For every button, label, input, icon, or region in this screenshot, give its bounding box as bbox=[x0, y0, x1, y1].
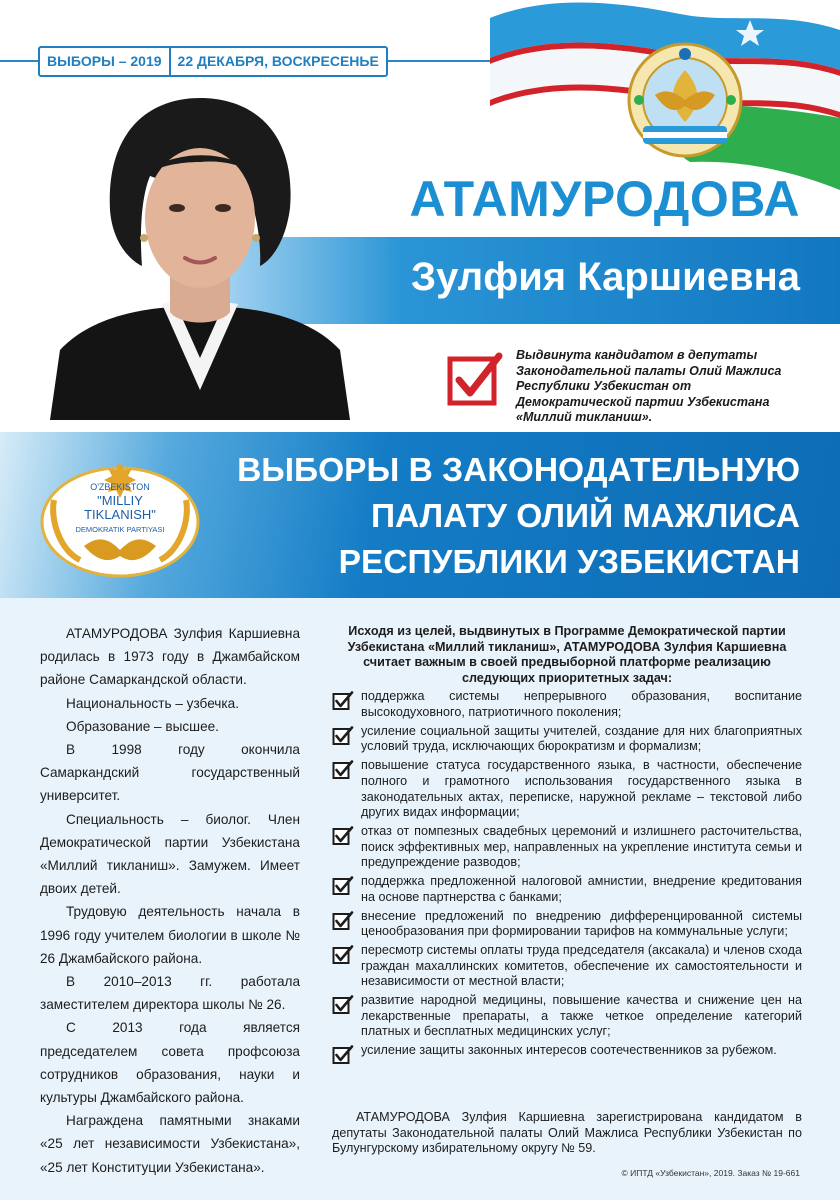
nomination-text: Выдвинута кандидатом в депутаты Законодательной палаты Олий Мажлиса Республики Узбекистан от Демократической партии Узбекистана «Миллий тикланиш». bbox=[516, 348, 782, 424]
task-text: усиление защиты законных интересов соотечественников за рубежом. bbox=[361, 1043, 777, 1058]
party-logo-line2: "MILLIY bbox=[97, 493, 143, 508]
task-text: поддержка системы непрерывного образования, воспитание высокодуховного, патриотичного поколения; bbox=[361, 689, 802, 720]
banner-line-1: ВЫБОРЫ В ЗАКОНОДАТЕЛЬНУЮ bbox=[237, 452, 800, 489]
candidate-surname: АТАМУРОДОВА bbox=[409, 171, 800, 227]
banner-line-3: РЕСПУБЛИКИ УЗБЕКИСТАН bbox=[338, 544, 800, 581]
bio-paragraph: С 2013 года является председателем совета профсоюза сотрудников образования, науки и культуры Джамбайского района. bbox=[40, 1020, 300, 1106]
party-logo-line4: DEMOKRATIK PARTIYASI bbox=[75, 525, 165, 534]
checkbox-check-icon bbox=[332, 910, 354, 931]
biography bbox=[40, 622, 300, 1179]
platform bbox=[332, 624, 802, 1065]
checkbox-check-icon bbox=[332, 825, 354, 846]
task-text: усиление социальной защиты учителей, создание для них благоприятных условий труда, исключающих бюрократизм и формализм; bbox=[361, 723, 802, 754]
task-item bbox=[332, 943, 802, 990]
task-list bbox=[332, 689, 802, 1065]
task-text: поддержка предложенной налоговой амнистии, внедрение кредитования на основе партнерства с банками; bbox=[361, 874, 802, 904]
checkbox-check-icon bbox=[332, 759, 354, 780]
task-text: пересмотр системы оплаты труда председателя (аксакала) и членов схода граждан махаллинских комитетов, обеспечение их самостоятельности и независимости от местной власти; bbox=[361, 942, 802, 989]
checkbox-check-icon bbox=[332, 994, 354, 1015]
checkbox-check-icon bbox=[332, 1044, 354, 1065]
party-logo-icon bbox=[40, 460, 200, 578]
checkbox-check-icon bbox=[332, 690, 354, 711]
bio-paragraph: Образование – высшее. bbox=[66, 718, 219, 734]
checkbox-check-icon bbox=[447, 350, 503, 406]
bio-paragraph: Трудовую деятельность начала в 1996 году учителем биологии в школе № 26 Джамбайского района. bbox=[40, 904, 300, 966]
task-item bbox=[332, 993, 802, 1040]
task-item bbox=[332, 724, 802, 755]
task-item bbox=[332, 689, 802, 720]
task-item bbox=[332, 909, 802, 940]
task-item bbox=[332, 758, 802, 821]
candidate-portrait bbox=[50, 90, 350, 420]
platform-intro: Исходя из целей, выдвинутых в Программе Демократической партии Узбекистана «Миллий тикланиш», АТАМУРОДОВА Зулфия Каршиевна считает важным в своей предвыборной платформе реализацию следующих приоритетных задач: bbox=[347, 624, 787, 685]
checkbox-check-icon bbox=[332, 944, 354, 965]
candidate-given-name: Зулфия Каршиевна bbox=[411, 255, 800, 299]
bio-paragraph: В 2010–2013 гг. работала заместителем директора школы № 26. bbox=[40, 974, 300, 1013]
task-text: развитие народной медицины, повышение качества и снижение цен на лекарственные препараты, а также четкое определение категорий платных и бесплатных медицинских услуг; bbox=[361, 993, 802, 1039]
imprint: © ИПТД «Узбекистан», 2019. Заказ № 19-661 bbox=[621, 1168, 800, 1178]
bio-paragraph: АТАМУРОДОВА Зулфия Каршиевна родилась в 1973 году в Джамбайском районе Самаркандской области. bbox=[40, 626, 300, 688]
task-item bbox=[332, 824, 802, 871]
bio-paragraph: В 1998 году окончила Самаркандский государственный университет. bbox=[40, 742, 300, 804]
task-item bbox=[332, 1043, 802, 1065]
party-logo-line3: TIKLANISH" bbox=[84, 507, 156, 522]
task-item bbox=[332, 874, 802, 905]
party-logo-line1: O'ZBEKISTON bbox=[90, 482, 150, 492]
task-text: внесение предложений по внедрению дифференцированной системы ценообразования при формировании тарифов на коммунальные услуги; bbox=[361, 908, 802, 939]
task-text: отказ от помпезных свадебных церемоний и излишнего расточительства, поиск эффективных мер, направленных на укрепление института семьи и предупреждение разводов; bbox=[361, 824, 802, 870]
banner-title bbox=[180, 448, 800, 586]
state-emblem-icon bbox=[625, 40, 745, 160]
election-badge bbox=[38, 46, 388, 77]
election-date: 22 ДЕКАБРЯ, ВОСКРЕСЕНЬЕ bbox=[177, 53, 379, 69]
registration-text: АТАМУРОДОВА Зулфия Каршиевна зарегистрирована кандидатом в депутаты Законодательной палаты Олий Мажлиса Республики Узбекистан по Булунгурскому избирательному округу № 59. bbox=[332, 1110, 802, 1156]
task-text: повышение статуса государственного языка, в частности, обеспечение полного и грамотного использования государственного языка в законодательных актах, переписке, наружной рекламе – текстовой либо других видах информации; bbox=[361, 758, 802, 820]
bio-paragraph: Специальность – биолог. Член Демократической партии Узбекистана «Миллий тикланиш». Замужем. Имеет двоих детей. bbox=[40, 811, 300, 897]
bio-paragraph: Национальность – узбечка. bbox=[66, 695, 239, 711]
checkbox-check-icon bbox=[332, 875, 354, 896]
bio-paragraph: Награждена памятными знаками «25 лет независимости Узбекистана», «25 лет Конституции Узбекистана». bbox=[40, 1113, 300, 1175]
election-label: ВЫБОРЫ – 2019 bbox=[47, 53, 162, 69]
checkbox-check-icon bbox=[332, 725, 354, 746]
banner-line-2: ПАЛАТУ ОЛИЙ МАЖЛИСА bbox=[370, 498, 800, 535]
